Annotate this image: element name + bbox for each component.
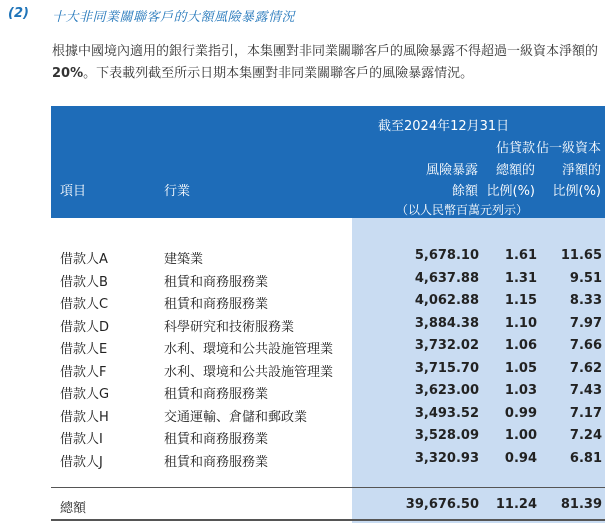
table-row (51, 380, 605, 403)
borrower-cell: 借款人D (60, 319, 110, 335)
amount-cell: 3,715.70 (414, 360, 479, 376)
table-row (51, 403, 605, 426)
amount-cell: 5,678.10 (414, 248, 479, 263)
table-header (51, 106, 605, 218)
header-r2-line3: 比例(%) (552, 184, 601, 199)
table-row (51, 268, 605, 291)
loan-ratio-cell: 1.05 (504, 360, 537, 376)
intro-paragraph (52, 41, 606, 85)
total-r1: 11.24 (495, 497, 537, 512)
header-amount-line2: 餘額 (451, 184, 478, 199)
total-divider-bottom (51, 519, 605, 521)
industry-cell: 水利、環境和公共設施管理業 (164, 364, 334, 380)
loan-ratio-cell: 1.06 (504, 338, 537, 353)
industry-cell: 科學研究和技術服務業 (164, 319, 295, 335)
loan-ratio-cell: 1.03 (504, 383, 537, 398)
capital-ratio-cell: 7.97 (569, 315, 602, 331)
borrower-cell: 借款人B (60, 274, 108, 290)
header-industry: 行業 (164, 184, 191, 199)
amount-cell: 4,062.88 (414, 293, 479, 308)
borrower-cell: 借款人A (60, 252, 108, 267)
loan-ratio-cell: 1.10 (504, 315, 537, 331)
industry-cell: 租賃和商務服務業 (164, 297, 269, 312)
header-date: 截至2024年12月31日 (378, 119, 510, 134)
borrower-cell: 借款人I (60, 432, 103, 447)
borrower-cell: 借款人F (60, 364, 107, 380)
capital-ratio-cell: 7.17 (569, 405, 602, 421)
amount-cell: 3,884.38 (414, 315, 479, 331)
loan-ratio-cell: 1.00 (504, 428, 537, 443)
amount-cell: 4,637.88 (414, 270, 479, 286)
table-row (51, 313, 605, 336)
loan-ratio-cell: 0.99 (504, 405, 537, 421)
loan-ratio-cell: 0.94 (504, 450, 537, 466)
borrower-cell: 借款人G (60, 387, 110, 402)
loan-ratio-cell: 1.61 (504, 248, 537, 263)
header-r1-line2: 總額的 (495, 163, 535, 178)
table-row (51, 425, 605, 448)
industry-cell: 租賃和商務服務業 (164, 274, 269, 290)
header-amount-line1: 風險暴露 (425, 163, 478, 178)
capital-ratio-cell: 11.65 (560, 248, 602, 263)
borrower-cell: 借款人H (60, 409, 109, 425)
para-bold-pct: 20% (52, 66, 84, 81)
header-r1-line3: 比例(%) (486, 184, 535, 199)
industry-cell: 租賃和商務服務業 (164, 432, 269, 447)
amount-cell: 3,320.93 (414, 450, 479, 466)
header-r2-line1: 佔一級資本 (535, 141, 601, 156)
total-r2: 81.39 (560, 497, 602, 512)
section-number: (2) (8, 6, 29, 21)
table-body (51, 245, 605, 470)
capital-ratio-cell: 7.66 (569, 338, 602, 353)
industry-cell: 水利、環境和公共設施管理業 (164, 342, 334, 357)
table-row (51, 245, 605, 268)
borrower-cell: 借款人C (60, 297, 109, 312)
industry-cell: 交通運輸、倉儲和郵政業 (164, 409, 308, 425)
total-row (51, 494, 605, 516)
borrower-cell: 借款人E (60, 342, 108, 357)
header-borrower: 項目 (60, 184, 87, 199)
table-row (51, 335, 605, 358)
capital-ratio-cell: 8.33 (569, 293, 602, 308)
industry-cell: 建築業 (164, 252, 204, 267)
table-row (51, 358, 605, 381)
header-r1-line1: 佔貸款 (495, 141, 535, 156)
capital-ratio-cell: 6.81 (569, 450, 602, 466)
para-text-2: 。下表載列截至所示日期本集團對非同業關聯客戶的風險暴露情況。 (83, 66, 474, 81)
total-label: 總額 (60, 501, 87, 516)
capital-ratio-cell: 9.51 (569, 270, 602, 286)
section-title: 十大非同業關聯客戶的大額風險暴露情況 (52, 10, 296, 25)
header-unit: （以人民幣百萬元列示） (396, 203, 529, 217)
header-r2-line2: 淨額的 (561, 163, 601, 178)
total-amount: 39,676.50 (405, 497, 479, 512)
para-text-1: 根據中國境內適用的銀行業指引，本集團對非同業關聯客戶的風險暴露不得超過一級資本淨額的 (52, 44, 599, 59)
industry-cell: 租賃和商務服務業 (164, 454, 269, 470)
loan-ratio-cell: 1.31 (504, 270, 537, 286)
capital-ratio-cell: 7.62 (569, 360, 602, 376)
loan-ratio-cell: 1.15 (504, 293, 537, 308)
total-divider-top (51, 487, 605, 488)
capital-ratio-cell: 7.24 (569, 428, 602, 443)
amount-cell: 3,623.00 (414, 383, 479, 398)
borrower-cell: 借款人J (60, 454, 103, 470)
table-row (51, 290, 605, 313)
table-row (51, 448, 605, 471)
amount-cell: 3,528.09 (414, 428, 479, 443)
amount-cell: 3,732.02 (414, 338, 479, 353)
capital-ratio-cell: 7.43 (569, 383, 602, 398)
amount-cell: 3,493.52 (414, 405, 479, 421)
industry-cell: 租賃和商務服務業 (164, 387, 269, 402)
